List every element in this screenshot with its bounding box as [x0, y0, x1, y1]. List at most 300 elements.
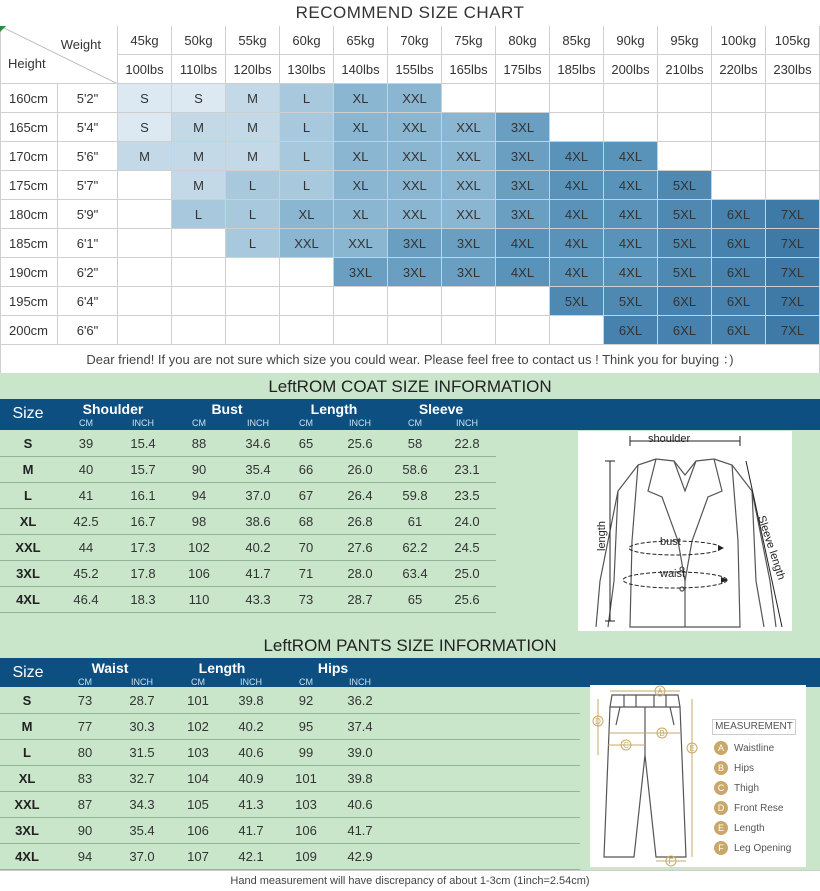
column-header: Sleeve — [418, 401, 464, 417]
coat-size-section — [0, 373, 820, 631]
value-cell: 73 — [298, 592, 314, 607]
value-cell: 37.0 — [245, 488, 271, 503]
legend-label: Thigh — [734, 782, 760, 794]
value-cell: 43.3 — [245, 592, 271, 607]
weight-lbs-header: 220lbs — [712, 55, 766, 84]
table-row — [0, 483, 496, 509]
size-cell — [388, 316, 442, 345]
unit-inch-label: INCH — [240, 677, 262, 687]
size-cell: 4XL — [604, 171, 658, 200]
size-cell: 5XL — [658, 171, 712, 200]
coat-diagram — [578, 431, 792, 631]
value-cell: 67 — [298, 488, 314, 503]
diagram-sleeve-label: Sleeve length — [755, 514, 788, 582]
weight-kg-header: 95kg — [658, 26, 712, 55]
corner-diagonal — [0, 26, 118, 84]
size-cell — [118, 229, 172, 258]
size-cell: 3XL — [442, 229, 496, 258]
legend-badge: E — [714, 821, 728, 835]
legend-item — [714, 781, 759, 795]
value-cell: 23.1 — [454, 462, 480, 477]
size-cell: 7XL — [766, 200, 820, 229]
value-cell: 35.4 — [245, 462, 271, 477]
value-cell: 94 — [191, 488, 207, 503]
coat-header-band — [0, 399, 820, 430]
value-cell: 28.0 — [347, 566, 373, 581]
value-cell: 87 — [77, 797, 93, 812]
size-cell: M — [226, 84, 280, 113]
value-cell: 42.1 — [238, 849, 264, 864]
svg-text:E: E — [689, 744, 695, 753]
size-cell — [226, 258, 280, 287]
column-header: Hips — [317, 660, 349, 676]
value-cell: 101 — [187, 693, 209, 708]
footer-note: Hand measurement will have discrepancy of about 1-3cm (1inch=2.54cm) — [0, 870, 820, 891]
legend-badge: B — [714, 761, 728, 775]
weight-kg-header: 45kg — [118, 26, 172, 55]
size-cell — [118, 258, 172, 287]
value-cell: 98 — [191, 514, 207, 529]
legend-label: Length — [734, 822, 765, 834]
measurement-title: MEASUREMENT — [712, 719, 796, 735]
value-cell: 38.6 — [245, 514, 271, 529]
value-cell: 104 — [187, 771, 209, 786]
size-cell: L — [226, 229, 280, 258]
value-cell: 39.8 — [238, 693, 264, 708]
size-cell: 6XL — [604, 316, 658, 345]
unit-inch-label: INCH — [131, 677, 153, 687]
height-ft-cell: 5'7" — [58, 171, 118, 200]
value-cell: 107 — [187, 849, 209, 864]
recommend-size-chart — [0, 0, 820, 373]
weight-kg-header: 100kg — [712, 26, 766, 55]
diagram-length-label: length — [596, 521, 608, 551]
value-cell: 41.7 — [238, 823, 264, 838]
table-row — [0, 714, 580, 740]
size-cell: L — [226, 200, 280, 229]
size-cell — [226, 287, 280, 316]
size-cell: 4XL — [604, 258, 658, 287]
size-cell: XXL — [442, 171, 496, 200]
value-cell: 40.2 — [238, 719, 264, 734]
size-cell — [280, 258, 334, 287]
size-cell: 6XL — [712, 287, 766, 316]
size-cell — [442, 287, 496, 316]
size-cell: 4XL — [550, 258, 604, 287]
unit-cm-label: CM — [79, 418, 93, 428]
height-cm-cell: 180cm — [0, 200, 58, 229]
size-cell — [172, 287, 226, 316]
value-cell: 58 — [407, 436, 423, 451]
size-cell: 7XL — [766, 258, 820, 287]
value-cell: 24.5 — [454, 540, 480, 555]
size-cell — [766, 171, 820, 200]
size-cell: 4XL — [496, 258, 550, 287]
size-label-cell: XXL — [14, 797, 40, 812]
value-cell: 22.8 — [454, 436, 480, 451]
size-cell: S — [118, 84, 172, 113]
weight-lbs-header: 110lbs — [172, 55, 226, 84]
weight-kg-header: 60kg — [280, 26, 334, 55]
size-cell: 6XL — [712, 316, 766, 345]
size-cell: 4XL — [550, 171, 604, 200]
table-row — [0, 561, 496, 587]
table-row — [0, 688, 580, 714]
size-cell: 3XL — [334, 258, 388, 287]
value-cell: 95 — [298, 719, 314, 734]
size-cell: XL — [334, 142, 388, 171]
size-cell — [712, 142, 766, 171]
weight-lbs-header: 175lbs — [496, 55, 550, 84]
size-cell: M — [226, 113, 280, 142]
size-cell — [658, 142, 712, 171]
size-label-cell: 3XL — [16, 566, 40, 581]
size-cell: M — [172, 171, 226, 200]
legend-badge: C — [714, 781, 728, 795]
recommend-chart-title: RECOMMEND SIZE CHART — [295, 3, 525, 22]
column-header: Bust — [211, 401, 243, 417]
size-cell — [334, 316, 388, 345]
value-cell: 40.6 — [238, 745, 264, 760]
height-cm-cell: 195cm — [0, 287, 58, 316]
value-cell: 26.4 — [347, 488, 373, 503]
weight-lbs-header: 165lbs — [442, 55, 496, 84]
size-cell: 3XL — [496, 200, 550, 229]
value-cell: 71 — [298, 566, 314, 581]
unit-cm-label: CM — [299, 677, 313, 687]
size-cell: 3XL — [388, 258, 442, 287]
size-cell: 3XL — [496, 113, 550, 142]
size-cell — [712, 84, 766, 113]
value-cell: 102 — [188, 540, 210, 555]
coat-illustration — [578, 431, 792, 631]
size-cell: L — [226, 171, 280, 200]
size-cell: 4XL — [550, 229, 604, 258]
value-cell: 88 — [191, 436, 207, 451]
height-ft-cell: 5'2" — [58, 84, 118, 113]
height-cm-cell: 175cm — [0, 171, 58, 200]
weight-lbs-header: 185lbs — [550, 55, 604, 84]
value-cell: 99 — [298, 745, 314, 760]
value-cell: 63.4 — [402, 566, 428, 581]
value-cell: 94 — [77, 849, 93, 864]
weight-kg-header: 70kg — [388, 26, 442, 55]
size-cell — [604, 113, 658, 142]
weight-kg-header: 85kg — [550, 26, 604, 55]
size-cell: XXL — [388, 200, 442, 229]
value-cell: 34.6 — [245, 436, 271, 451]
size-cell: 7XL — [766, 287, 820, 316]
value-cell: 36.2 — [347, 693, 373, 708]
value-cell: 41.3 — [238, 797, 264, 812]
value-cell: 80 — [77, 745, 93, 760]
size-label-cell: 4XL — [16, 592, 40, 607]
svg-text:F: F — [668, 857, 674, 866]
value-cell: 32.7 — [129, 771, 155, 786]
height-ft-cell: 6'4" — [58, 287, 118, 316]
table-row — [0, 792, 580, 818]
size-cell — [766, 84, 820, 113]
size-cell — [766, 142, 820, 171]
size-cell — [118, 287, 172, 316]
weight-lbs-header: 200lbs — [604, 55, 658, 84]
value-cell: 41.7 — [347, 823, 373, 838]
height-ft-cell: 5'9" — [58, 200, 118, 229]
recommend-note: Dear friend! If you are not sure which size you could wear. Please feel free to contact us ! Think you for buying ：) — [0, 344, 820, 373]
size-cell — [496, 287, 550, 316]
size-cell: L — [280, 84, 334, 113]
weight-kg-header: 55kg — [226, 26, 280, 55]
height-cm-cell: 190cm — [0, 258, 58, 287]
value-cell: 40.6 — [347, 797, 373, 812]
weight-kg-header: 105kg — [766, 26, 820, 55]
table-row — [0, 844, 580, 870]
value-cell: 66 — [298, 462, 314, 477]
size-cell: L — [280, 113, 334, 142]
size-cell: 5XL — [604, 287, 658, 316]
value-cell: 23.5 — [454, 488, 480, 503]
weight-lbs-header: 230lbs — [766, 55, 820, 84]
value-cell: 45.2 — [73, 566, 99, 581]
size-label-cell: 4XL — [15, 849, 39, 864]
size-cell: 4XL — [604, 142, 658, 171]
size-cell: 5XL — [658, 229, 712, 258]
size-cell — [658, 113, 712, 142]
value-cell: 28.7 — [347, 592, 373, 607]
weight-lbs-header: 100lbs — [118, 55, 172, 84]
value-cell: 39 — [78, 436, 94, 451]
table-row — [0, 431, 496, 457]
weight-kg-header: 90kg — [604, 26, 658, 55]
size-cell: 4XL — [496, 229, 550, 258]
value-cell: 92 — [298, 693, 314, 708]
size-cell: 3XL — [442, 258, 496, 287]
value-cell: 39.8 — [347, 771, 373, 786]
legend-badge: F — [714, 841, 728, 855]
size-cell — [226, 316, 280, 345]
diagram-waist-label: waist — [660, 568, 686, 580]
size-cell: 6XL — [712, 200, 766, 229]
size-cell — [496, 316, 550, 345]
weight-lbs-header: 130lbs — [280, 55, 334, 84]
height-cm-cell: 185cm — [0, 229, 58, 258]
value-cell: 106 — [188, 566, 210, 581]
size-cell — [550, 113, 604, 142]
size-cell: M — [226, 142, 280, 171]
value-cell: 40.9 — [238, 771, 264, 786]
size-cell: L — [280, 142, 334, 171]
size-cell — [118, 200, 172, 229]
size-label-cell: 3XL — [15, 823, 39, 838]
size-cell: XXL — [388, 84, 442, 113]
table-row — [0, 740, 580, 766]
weight-lbs-header: 155lbs — [388, 55, 442, 84]
size-cell: XL — [280, 200, 334, 229]
unit-cm-label: CM — [408, 418, 422, 428]
size-cell — [766, 113, 820, 142]
value-cell: 103 — [187, 745, 209, 760]
size-cell: XL — [334, 84, 388, 113]
size-cell — [118, 316, 172, 345]
unit-inch-label: INCH — [349, 677, 371, 687]
weight-kg-header: 65kg — [334, 26, 388, 55]
size-cell: L — [280, 171, 334, 200]
legend-item — [714, 741, 774, 755]
size-label-cell: XXL — [15, 540, 41, 555]
value-cell: 90 — [77, 823, 93, 838]
size-cell: M — [118, 142, 172, 171]
table-row — [0, 587, 496, 613]
size-cell: XXL — [388, 171, 442, 200]
height-cm-cell: 165cm — [0, 113, 58, 142]
unit-inch-label: INCH — [349, 418, 371, 428]
size-cell: 5XL — [550, 287, 604, 316]
value-cell: 101 — [295, 771, 317, 786]
size-label-cell: S — [22, 693, 32, 708]
size-cell — [172, 229, 226, 258]
size-cell — [280, 287, 334, 316]
size-label-cell: XL — [19, 514, 37, 529]
value-cell: 25.6 — [347, 436, 373, 451]
size-cell: 6XL — [658, 316, 712, 345]
size-cell: XL — [334, 171, 388, 200]
value-cell: 37.4 — [347, 719, 373, 734]
height-ft-cell: 6'6" — [58, 316, 118, 345]
legend-badge: A — [714, 741, 728, 755]
weight-lbs-header: 210lbs — [658, 55, 712, 84]
size-cell: XL — [334, 113, 388, 142]
legend-item — [714, 841, 791, 855]
value-cell: 106 — [187, 823, 209, 838]
value-cell: 105 — [187, 797, 209, 812]
size-cell: M — [172, 142, 226, 171]
size-cell: 4XL — [604, 229, 658, 258]
legend-item — [714, 821, 765, 835]
size-cell: 6XL — [658, 287, 712, 316]
size-label-cell: L — [23, 745, 31, 760]
svg-text:D: D — [595, 717, 601, 726]
weight-kg-header: 80kg — [496, 26, 550, 55]
value-cell: 46.4 — [73, 592, 99, 607]
value-cell: 42.9 — [347, 849, 373, 864]
column-header: Waist — [91, 660, 129, 676]
size-cell: XXL — [388, 113, 442, 142]
height-cm-cell: 160cm — [0, 84, 58, 113]
value-cell: 15.7 — [130, 462, 156, 477]
size-cell — [442, 84, 496, 113]
value-cell: 77 — [77, 719, 93, 734]
value-cell: 25.6 — [454, 592, 480, 607]
value-cell: 70 — [298, 540, 314, 555]
value-cell: 68 — [298, 514, 314, 529]
size-label-cell: L — [24, 488, 32, 503]
size-label-cell: XL — [18, 771, 36, 786]
size-label-cell: M — [21, 719, 33, 734]
pants-header-band — [0, 658, 820, 687]
value-cell: 90 — [191, 462, 207, 477]
weight-kg-header: 50kg — [172, 26, 226, 55]
size-cell: 6XL — [712, 229, 766, 258]
legend-label: Waistline — [734, 742, 775, 754]
size-cell: 7XL — [766, 316, 820, 345]
value-cell: 31.5 — [129, 745, 155, 760]
size-cell — [172, 316, 226, 345]
value-cell: 61 — [407, 514, 423, 529]
height-ft-cell: 5'6" — [58, 142, 118, 171]
size-cell: M — [172, 113, 226, 142]
table-row — [0, 766, 580, 792]
size-cell — [496, 84, 550, 113]
size-cell — [172, 258, 226, 287]
size-cell — [334, 287, 388, 316]
value-cell: 65 — [407, 592, 423, 607]
value-cell: 62.2 — [402, 540, 428, 555]
height-ft-cell: 6'2" — [58, 258, 118, 287]
size-header: Size — [12, 664, 44, 681]
size-cell: 6XL — [712, 258, 766, 287]
size-cell: 4XL — [604, 200, 658, 229]
size-cell — [604, 84, 658, 113]
value-cell: 27.6 — [347, 540, 373, 555]
weight-lbs-header: 120lbs — [226, 55, 280, 84]
size-cell — [118, 171, 172, 200]
size-cell: 7XL — [766, 229, 820, 258]
legend-item — [714, 761, 754, 775]
size-cell: XL — [334, 200, 388, 229]
value-cell: 109 — [295, 849, 317, 864]
pants-diagram — [590, 685, 806, 867]
size-cell — [388, 287, 442, 316]
column-header: Shoulder — [82, 401, 144, 417]
size-cell: XXL — [442, 200, 496, 229]
value-cell: 35.4 — [129, 823, 155, 838]
size-cell: XXL — [280, 229, 334, 258]
unit-inch-label: INCH — [132, 418, 154, 428]
svg-text:B: B — [659, 729, 665, 738]
value-cell: 39.0 — [347, 745, 373, 760]
value-cell: 24.0 — [454, 514, 480, 529]
value-cell: 16.7 — [130, 514, 156, 529]
size-cell — [550, 316, 604, 345]
value-cell: 18.3 — [130, 592, 156, 607]
value-cell: 30.3 — [129, 719, 155, 734]
size-cell: 4XL — [550, 142, 604, 171]
pants-title: LeftROM PANTS SIZE INFORMATION — [263, 636, 557, 655]
legend-label: Front Rese — [734, 802, 784, 814]
size-cell: 5XL — [658, 258, 712, 287]
unit-cm-label: CM — [191, 677, 205, 687]
value-cell: 65 — [298, 436, 314, 451]
diagram-bust-label: bust — [660, 536, 681, 548]
value-cell: 16.1 — [130, 488, 156, 503]
value-cell: 59.8 — [402, 488, 428, 503]
value-cell: 40.2 — [245, 540, 271, 555]
table-row — [0, 818, 580, 844]
coat-title: LeftROM COAT SIZE INFORMATION — [268, 377, 552, 396]
value-cell: 40 — [78, 462, 94, 477]
value-cell: 42.5 — [73, 514, 99, 529]
value-cell: 106 — [295, 823, 317, 838]
value-cell: 17.8 — [130, 566, 156, 581]
value-cell: 110 — [188, 592, 210, 607]
value-cell: 73 — [77, 693, 93, 708]
corner-weight-label: Weight — [60, 37, 101, 52]
value-cell: 17.3 — [130, 540, 156, 555]
size-label-cell: M — [22, 462, 34, 477]
diagram-shoulder-label: shoulder — [648, 433, 691, 445]
value-cell: 83 — [77, 771, 93, 786]
legend-label: Hips — [734, 762, 755, 774]
